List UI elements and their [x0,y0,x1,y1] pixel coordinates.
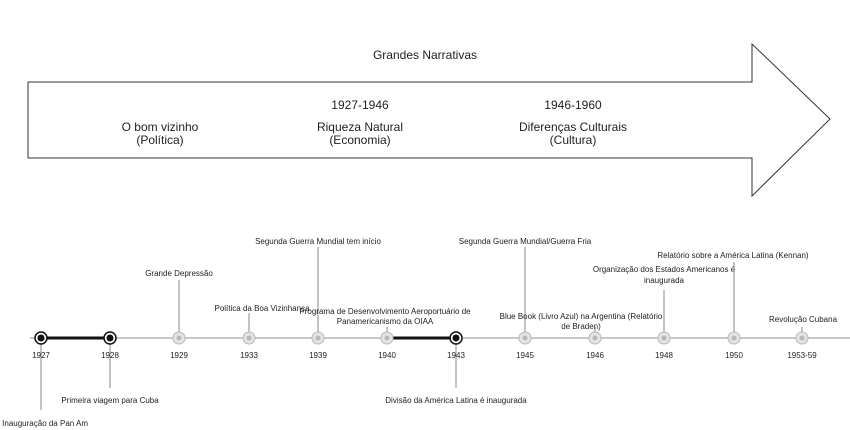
event-label: Blue Book (Livro Azul) na Argentina (Relatório [499,312,663,321]
event-label: de Braden) [561,322,601,331]
year-label: 1929 [170,351,188,360]
event-marker-dot [662,336,667,341]
year-label: 1945 [516,351,534,360]
event-marker-dot [732,336,737,341]
event-marker-dot [316,336,321,341]
year-label: 1946 [586,351,604,360]
event-label: inaugurada [643,276,685,285]
year-label: 1939 [309,351,327,360]
event-label: Divisão da América Latina é inaugurada [385,396,527,405]
section-period: 1927-1946 [331,98,389,112]
event-label: Segunda Guerra Mundial tem início [255,237,381,246]
year-label: 1948 [655,351,673,360]
year-label: 1928 [101,351,119,360]
event-marker-dot [523,336,528,341]
event-marker-dot [800,336,805,341]
event-marker-dot [385,336,390,341]
event-label: Grande Depressão [145,269,213,278]
section-sublabel: (Política) [136,133,184,147]
event-label: Política da Boa Vizinhança [214,304,310,313]
event-marker-dot [247,336,252,341]
year-label: 1943 [447,351,465,360]
section-sublabel: (Economia) [329,133,391,147]
event-marker-dot [177,336,182,341]
event-label: Primeira viagem para Cuba [61,396,159,405]
year-label: 1953-59 [787,351,817,360]
section-label: O bom vizinho [121,120,199,134]
year-label: 1927 [32,351,50,360]
event-label: Segunda Guerra Mundial/Guerra Fria [458,237,592,246]
event-label: Panamericanismo da OIAA [336,317,434,326]
event-marker-dot [38,335,45,342]
diagram-title: Grandes Narrativas [372,48,478,62]
section-period: 1946-1960 [544,98,602,112]
year-label: 1950 [725,351,743,360]
event-label: Organização dos Estados Americanos é [592,265,736,274]
event-marker-dot [453,335,460,342]
section-label: Riqueza Natural [316,120,404,134]
event-marker-dot [593,336,598,341]
event-label: Inauguração da Pan Am [2,419,88,428]
year-label: 1933 [240,351,258,360]
section-label: Diferenças Culturais [518,120,628,134]
year-label: 1940 [378,351,396,360]
event-label: Relatório sobre a América Latina (Kennan) [657,251,809,260]
event-label: Revolução Cubana [768,315,838,324]
event-marker-dot [107,335,114,342]
section-sublabel: (Cultura) [549,133,597,147]
event-label: Programa de Desenvolvimento Aeroportuário de [299,307,471,316]
